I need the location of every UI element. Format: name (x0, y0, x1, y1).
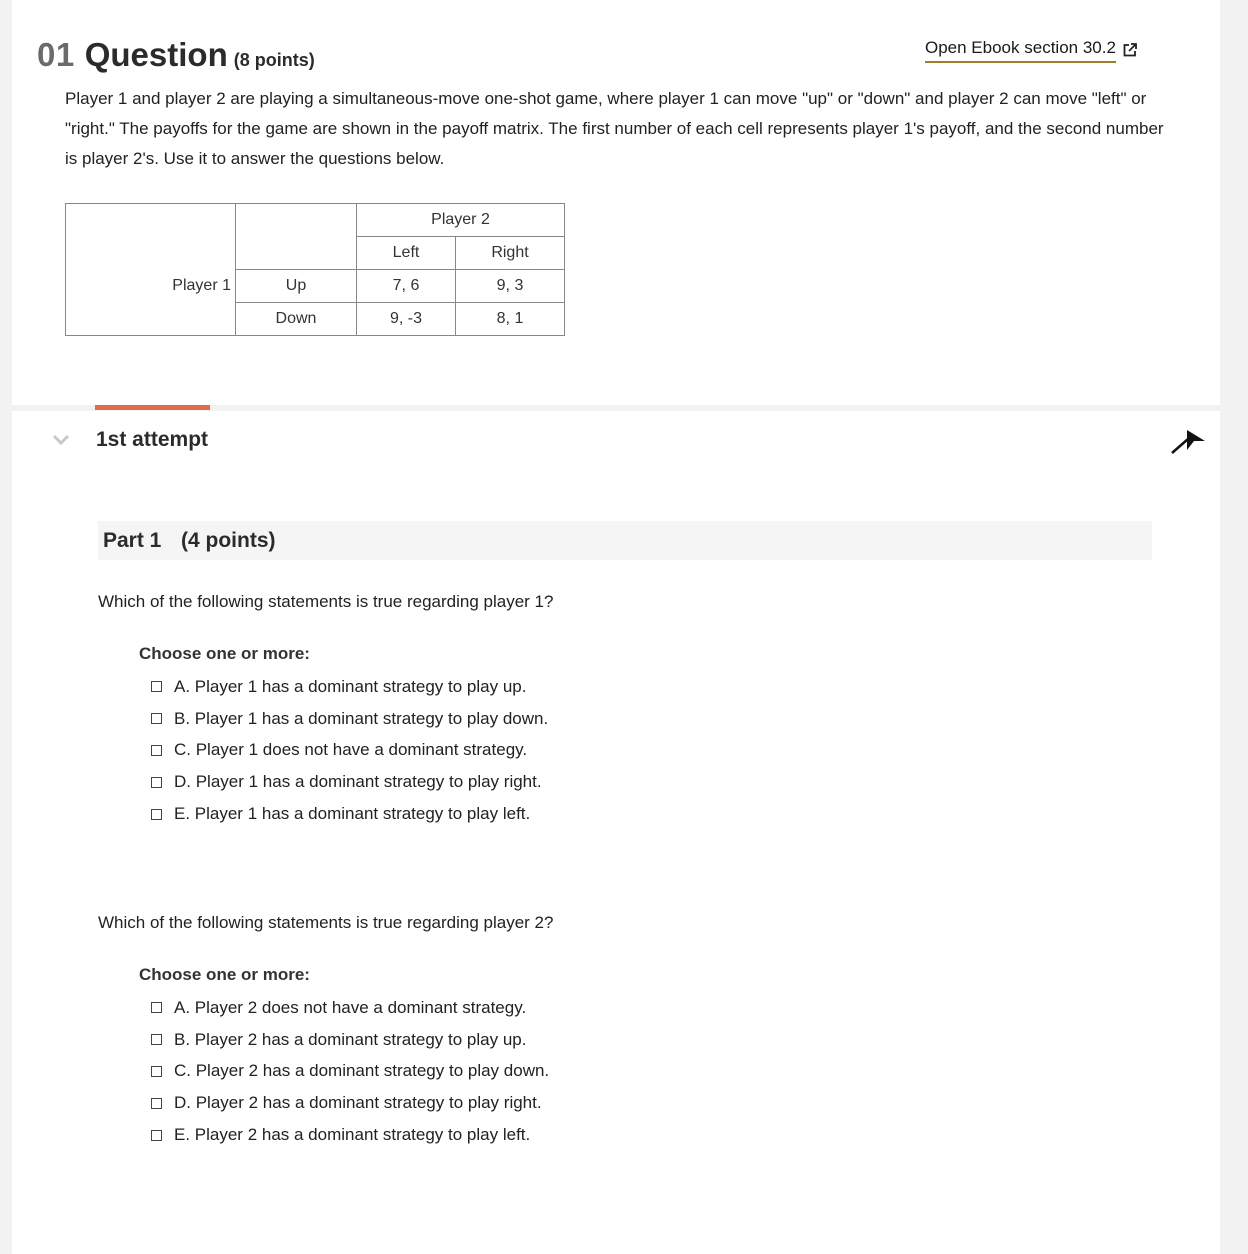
option-label: E. Player 2 has a dominant strategy to play left. (174, 1125, 531, 1145)
arrow-flag-icon[interactable] (1170, 428, 1206, 461)
checkbox[interactable] (151, 1034, 162, 1045)
part-points: (4 points) (181, 529, 276, 552)
checkbox[interactable] (151, 745, 162, 756)
question-title: Question (84, 36, 228, 73)
chevron-down-icon[interactable] (52, 433, 70, 452)
open-ebook-link[interactable] (925, 38, 1138, 63)
checkbox[interactable] (151, 1066, 162, 1077)
question-header (37, 36, 315, 74)
ebook-link-text: Open Ebook section 30.2 (925, 38, 1116, 63)
option-label: B. Player 1 has a dominant strategy to play down. (174, 708, 549, 728)
matrix-col-header: Left (357, 237, 456, 270)
option-b[interactable] (151, 1024, 549, 1056)
option-label: D. Player 2 has a dominant strategy to play right. (174, 1093, 542, 1113)
matrix-row-header: Up (236, 270, 357, 303)
option-b[interactable] (151, 703, 548, 735)
matrix-cell: 9, 3 (456, 270, 565, 303)
checkbox[interactable] (151, 681, 162, 692)
option-c[interactable] (151, 1056, 549, 1088)
question-1-prompt: Which of the following statements is true regarding player 1? (98, 592, 554, 611)
option-a[interactable] (151, 992, 549, 1024)
option-e[interactable] (151, 1119, 549, 1151)
matrix-cell: 9, -3 (357, 303, 456, 336)
option-d[interactable] (151, 1087, 549, 1119)
matrix-player1-label: Player 1 (172, 277, 231, 294)
part-title: Part 1 (103, 529, 162, 552)
option-label: A. Player 1 has a dominant strategy to play up. (174, 676, 527, 696)
option-label: E. Player 1 has a dominant strategy to play left. (174, 804, 531, 824)
checkbox[interactable] (151, 1098, 162, 1109)
option-label: C. Player 1 does not have a dominant strategy. (174, 740, 528, 760)
option-label: D. Player 1 has a dominant strategy to play right. (174, 772, 542, 792)
question-number: 01 (37, 36, 75, 73)
external-link-icon (1122, 42, 1138, 63)
question-1-choose-label: Choose one or more: (139, 644, 310, 663)
checkbox[interactable] (151, 713, 162, 724)
matrix-cell: 8, 1 (456, 303, 565, 336)
attempt-label: 1st attempt (96, 428, 209, 451)
matrix-cell: 7, 6 (357, 270, 456, 303)
checkbox[interactable] (151, 1002, 162, 1013)
checkbox[interactable] (151, 777, 162, 788)
option-c[interactable] (151, 735, 548, 767)
question-2-prompt: Which of the following statements is true regarding player 2? (98, 913, 554, 932)
option-label: A. Player 2 does not have a dominant strategy. (174, 997, 527, 1017)
attempt-tab-indicator (95, 405, 210, 410)
option-e[interactable] (151, 798, 548, 830)
question-points: (8 points) (233, 50, 315, 70)
question-2-choose-label: Choose one or more: (139, 965, 310, 984)
option-a[interactable] (151, 671, 548, 703)
matrix-player2-label: Player 2 (357, 204, 565, 237)
question-1-options (151, 671, 548, 830)
question-2-options (151, 992, 549, 1151)
matrix-col-header: Right (456, 237, 565, 270)
checkbox[interactable] (151, 809, 162, 820)
option-label: B. Player 2 has a dominant strategy to play up. (174, 1029, 527, 1049)
option-d[interactable] (151, 766, 548, 798)
option-label: C. Player 2 has a dominant strategy to play down. (174, 1061, 550, 1081)
matrix-row-header: Down (236, 303, 357, 336)
checkbox[interactable] (151, 1130, 162, 1141)
matrix-corner-cell (236, 204, 357, 270)
part-header (98, 521, 1152, 560)
question-intro: Player 1 and player 2 are playing a simultaneous-move one-shot game, where player 1 can move "up" or "down" and player 2 can move "left" or "right." The payoffs for the game are shown in the payoff matrix. The first number of each cell represents player 1's payoff, and the second number is player 2's. Use it to answer the questions below. (65, 89, 1164, 168)
